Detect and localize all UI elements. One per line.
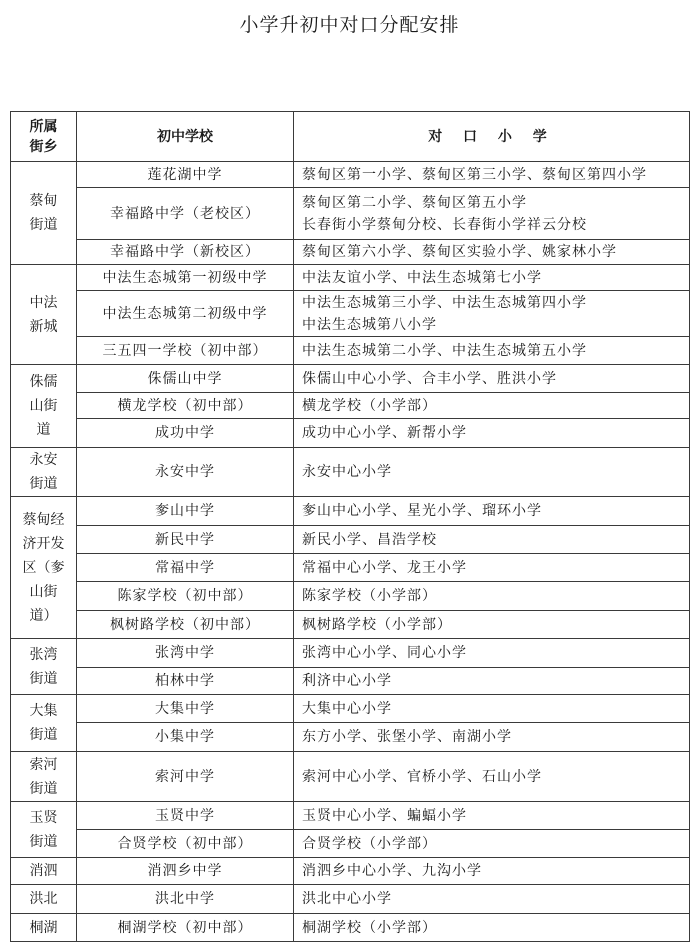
primary-schools-line: 利济中心小学 bbox=[302, 673, 392, 689]
district-name: 蔡甸街道 bbox=[29, 193, 58, 233]
district-cell bbox=[11, 752, 77, 802]
table-header-row bbox=[11, 112, 690, 162]
primary-schools-line: 中法友谊小学、中法生态城第七小学 bbox=[302, 269, 542, 286]
district-cell bbox=[11, 448, 77, 497]
table-row bbox=[11, 337, 690, 365]
district-cell bbox=[11, 265, 77, 365]
table-row bbox=[11, 611, 690, 639]
district-name: 侏儒山街道 bbox=[29, 374, 58, 438]
primary-schools-cell bbox=[294, 723, 690, 752]
middle-school-cell: 小集中学 bbox=[77, 723, 294, 752]
primary-schools-line: 陈家学校（小学部） bbox=[302, 588, 437, 604]
table-row bbox=[11, 162, 690, 188]
middle-school-cell: 消泗乡中学 bbox=[77, 858, 294, 885]
primary-schools-line: 洪北中心小学 bbox=[302, 891, 392, 907]
middle-school-cell: 张湾中学 bbox=[77, 639, 294, 668]
middle-school-cell: 柏林中学 bbox=[77, 668, 294, 695]
primary-schools-line: 新民小学、昌浩学校 bbox=[302, 531, 437, 548]
primary-schools-cell bbox=[294, 858, 690, 885]
primary-schools-line: 合贤学校（小学部） bbox=[302, 835, 437, 852]
table-row bbox=[11, 393, 690, 419]
primary-schools-line: 玉贤中心小学、蝙蝠小学 bbox=[302, 807, 467, 824]
district-name: 永安街道 bbox=[29, 452, 58, 492]
primary-schools-line: 桐湖学校（小学部） bbox=[302, 919, 437, 936]
district-cell bbox=[11, 497, 77, 639]
primary-schools-line: 索河中心小学、官桥小学、石山小学 bbox=[302, 768, 542, 785]
table-row bbox=[11, 885, 690, 914]
primary-schools-cell bbox=[294, 611, 690, 639]
primary-schools-cell bbox=[294, 337, 690, 365]
allocation-table bbox=[10, 111, 690, 942]
header-district-label: 所属街乡 bbox=[29, 118, 58, 155]
district-name: 张湾街道 bbox=[29, 646, 58, 687]
table-row bbox=[11, 914, 690, 942]
district-name: 洪北 bbox=[29, 891, 58, 907]
primary-schools-line: 消泗乡中心小学、九沟小学 bbox=[302, 863, 482, 879]
district-cell bbox=[11, 365, 77, 448]
primary-schools-line: 枫树路学校（小学部） bbox=[302, 616, 452, 633]
middle-school-cell: 幸福路中学（老校区） bbox=[77, 188, 294, 240]
primary-schools-line: 大集中心小学 bbox=[302, 700, 392, 717]
table-row bbox=[11, 526, 690, 554]
primary-schools-line: 成功中心小学、新帮小学 bbox=[302, 425, 467, 441]
table-row bbox=[11, 448, 690, 497]
district-cell bbox=[11, 858, 77, 885]
district-cell bbox=[11, 639, 77, 695]
primary-schools-cell bbox=[294, 695, 690, 723]
primary-schools-cell bbox=[294, 830, 690, 858]
table-row bbox=[11, 188, 690, 240]
table-row bbox=[11, 668, 690, 695]
middle-school-cell: 莲花湖中学 bbox=[77, 162, 294, 188]
table-row bbox=[11, 802, 690, 830]
middle-school-cell: 洪北中学 bbox=[77, 885, 294, 914]
middle-school-cell: 三五四一学校（初中部） bbox=[77, 337, 294, 365]
middle-school-cell: 常福中学 bbox=[77, 554, 294, 582]
table-row bbox=[11, 265, 690, 291]
header-middle-school: 初中学校 bbox=[77, 112, 294, 162]
primary-schools-line: 张湾中心小学、同心小学 bbox=[302, 645, 467, 661]
primary-schools-cell bbox=[294, 668, 690, 695]
primary-schools-line: 中法生态城第三小学、中法生态城第四小学 bbox=[302, 294, 587, 311]
primary-schools-line: 永安中心小学 bbox=[302, 464, 392, 480]
middle-school-cell: 永安中学 bbox=[77, 448, 294, 497]
district-cell bbox=[11, 802, 77, 858]
primary-schools-line: 奓山中心小学、星光小学、瑠环小学 bbox=[302, 503, 542, 519]
primary-schools-cell bbox=[294, 162, 690, 188]
district-name: 消泗 bbox=[29, 863, 58, 879]
middle-school-cell: 大集中学 bbox=[77, 695, 294, 723]
primary-schools-cell bbox=[294, 497, 690, 526]
middle-school-cell: 侏儒山中学 bbox=[77, 365, 294, 393]
middle-school-cell: 枫树路学校（初中部） bbox=[77, 611, 294, 639]
middle-school-cell: 陈家学校（初中部） bbox=[77, 582, 294, 611]
middle-school-cell: 幸福路中学（新校区） bbox=[77, 240, 294, 265]
primary-schools-cell bbox=[294, 554, 690, 582]
primary-schools-cell bbox=[294, 752, 690, 802]
table-row bbox=[11, 582, 690, 611]
primary-schools-cell bbox=[294, 188, 690, 240]
primary-schools-line: 东方小学、张堡小学、南湖小学 bbox=[302, 729, 512, 745]
middle-school-cell: 中法生态城第一初级中学 bbox=[77, 265, 294, 291]
primary-schools-cell bbox=[294, 240, 690, 265]
primary-schools-cell bbox=[294, 393, 690, 419]
primary-schools-line: 蔡甸区第六小学、蔡甸区实验小学、姚家林小学 bbox=[302, 244, 617, 260]
primary-schools-cell bbox=[294, 582, 690, 611]
middle-school-cell: 中法生态城第二初级中学 bbox=[77, 291, 294, 337]
table-row bbox=[11, 554, 690, 582]
district-cell bbox=[11, 914, 77, 942]
primary-schools-line: 横龙学校（小学部） bbox=[302, 397, 437, 414]
primary-schools-line: 蔡甸区第一小学、蔡甸区第三小学、蔡甸区第四小学 bbox=[302, 166, 647, 183]
primary-schools-line: 中法生态城第二小学、中法生态城第五小学 bbox=[302, 342, 587, 359]
primary-schools-cell bbox=[294, 639, 690, 668]
district-cell bbox=[11, 695, 77, 752]
table-row bbox=[11, 291, 690, 337]
primary-schools-cell bbox=[294, 802, 690, 830]
middle-school-cell: 横龙学校（初中部） bbox=[77, 393, 294, 419]
table-row bbox=[11, 365, 690, 393]
table-row bbox=[11, 695, 690, 723]
middle-school-cell: 索河中学 bbox=[77, 752, 294, 802]
district-cell bbox=[11, 162, 77, 265]
middle-school-cell: 玉贤中学 bbox=[77, 802, 294, 830]
primary-schools-cell bbox=[294, 265, 690, 291]
middle-school-cell: 桐湖学校（初中部） bbox=[77, 914, 294, 942]
primary-schools-cell bbox=[294, 885, 690, 914]
district-name: 中法新城 bbox=[29, 294, 58, 335]
middle-school-cell: 新民中学 bbox=[77, 526, 294, 554]
table-row bbox=[11, 639, 690, 668]
middle-school-cell: 奓山中学 bbox=[77, 497, 294, 526]
page-title: 小学升初中对口分配安排 bbox=[239, 14, 460, 36]
primary-schools-cell bbox=[294, 526, 690, 554]
district-name: 大集街道 bbox=[29, 703, 58, 743]
table-row bbox=[11, 752, 690, 802]
district-cell bbox=[11, 885, 77, 914]
table-row bbox=[11, 723, 690, 752]
district-name: 蔡甸经济开发区（奓山街道） bbox=[22, 511, 65, 624]
primary-schools-cell bbox=[294, 448, 690, 497]
table-row bbox=[11, 858, 690, 885]
primary-schools-cell bbox=[294, 365, 690, 393]
primary-schools-line: 长春街小学蔡甸分校、长春街小学祥云分校 bbox=[302, 216, 587, 233]
district-name: 玉贤街道 bbox=[29, 809, 58, 850]
primary-schools-line: 蔡甸区第二小学、蔡甸区第五小学 bbox=[302, 194, 527, 211]
table-row bbox=[11, 419, 690, 448]
primary-schools-line: 常福中心小学、龙王小学 bbox=[302, 559, 467, 576]
primary-schools-cell bbox=[294, 419, 690, 448]
primary-schools-cell bbox=[294, 914, 690, 942]
primary-schools-cell bbox=[294, 291, 690, 337]
middle-school-cell: 合贤学校（初中部） bbox=[77, 830, 294, 858]
primary-schools-line: 侏儒山中心小学、合丰小学、胜洪小学 bbox=[302, 370, 557, 387]
middle-school-cell: 成功中学 bbox=[77, 419, 294, 448]
district-name: 索河街道 bbox=[29, 756, 58, 797]
header-primary-school: 对 口 小 学 bbox=[294, 112, 690, 162]
table-body bbox=[11, 162, 690, 942]
table-row bbox=[11, 497, 690, 526]
header-district bbox=[11, 112, 77, 162]
table-row bbox=[11, 830, 690, 858]
district-name: 桐湖 bbox=[29, 919, 58, 936]
table-row bbox=[11, 240, 690, 265]
primary-schools-line: 中法生态城第八小学 bbox=[302, 316, 437, 333]
